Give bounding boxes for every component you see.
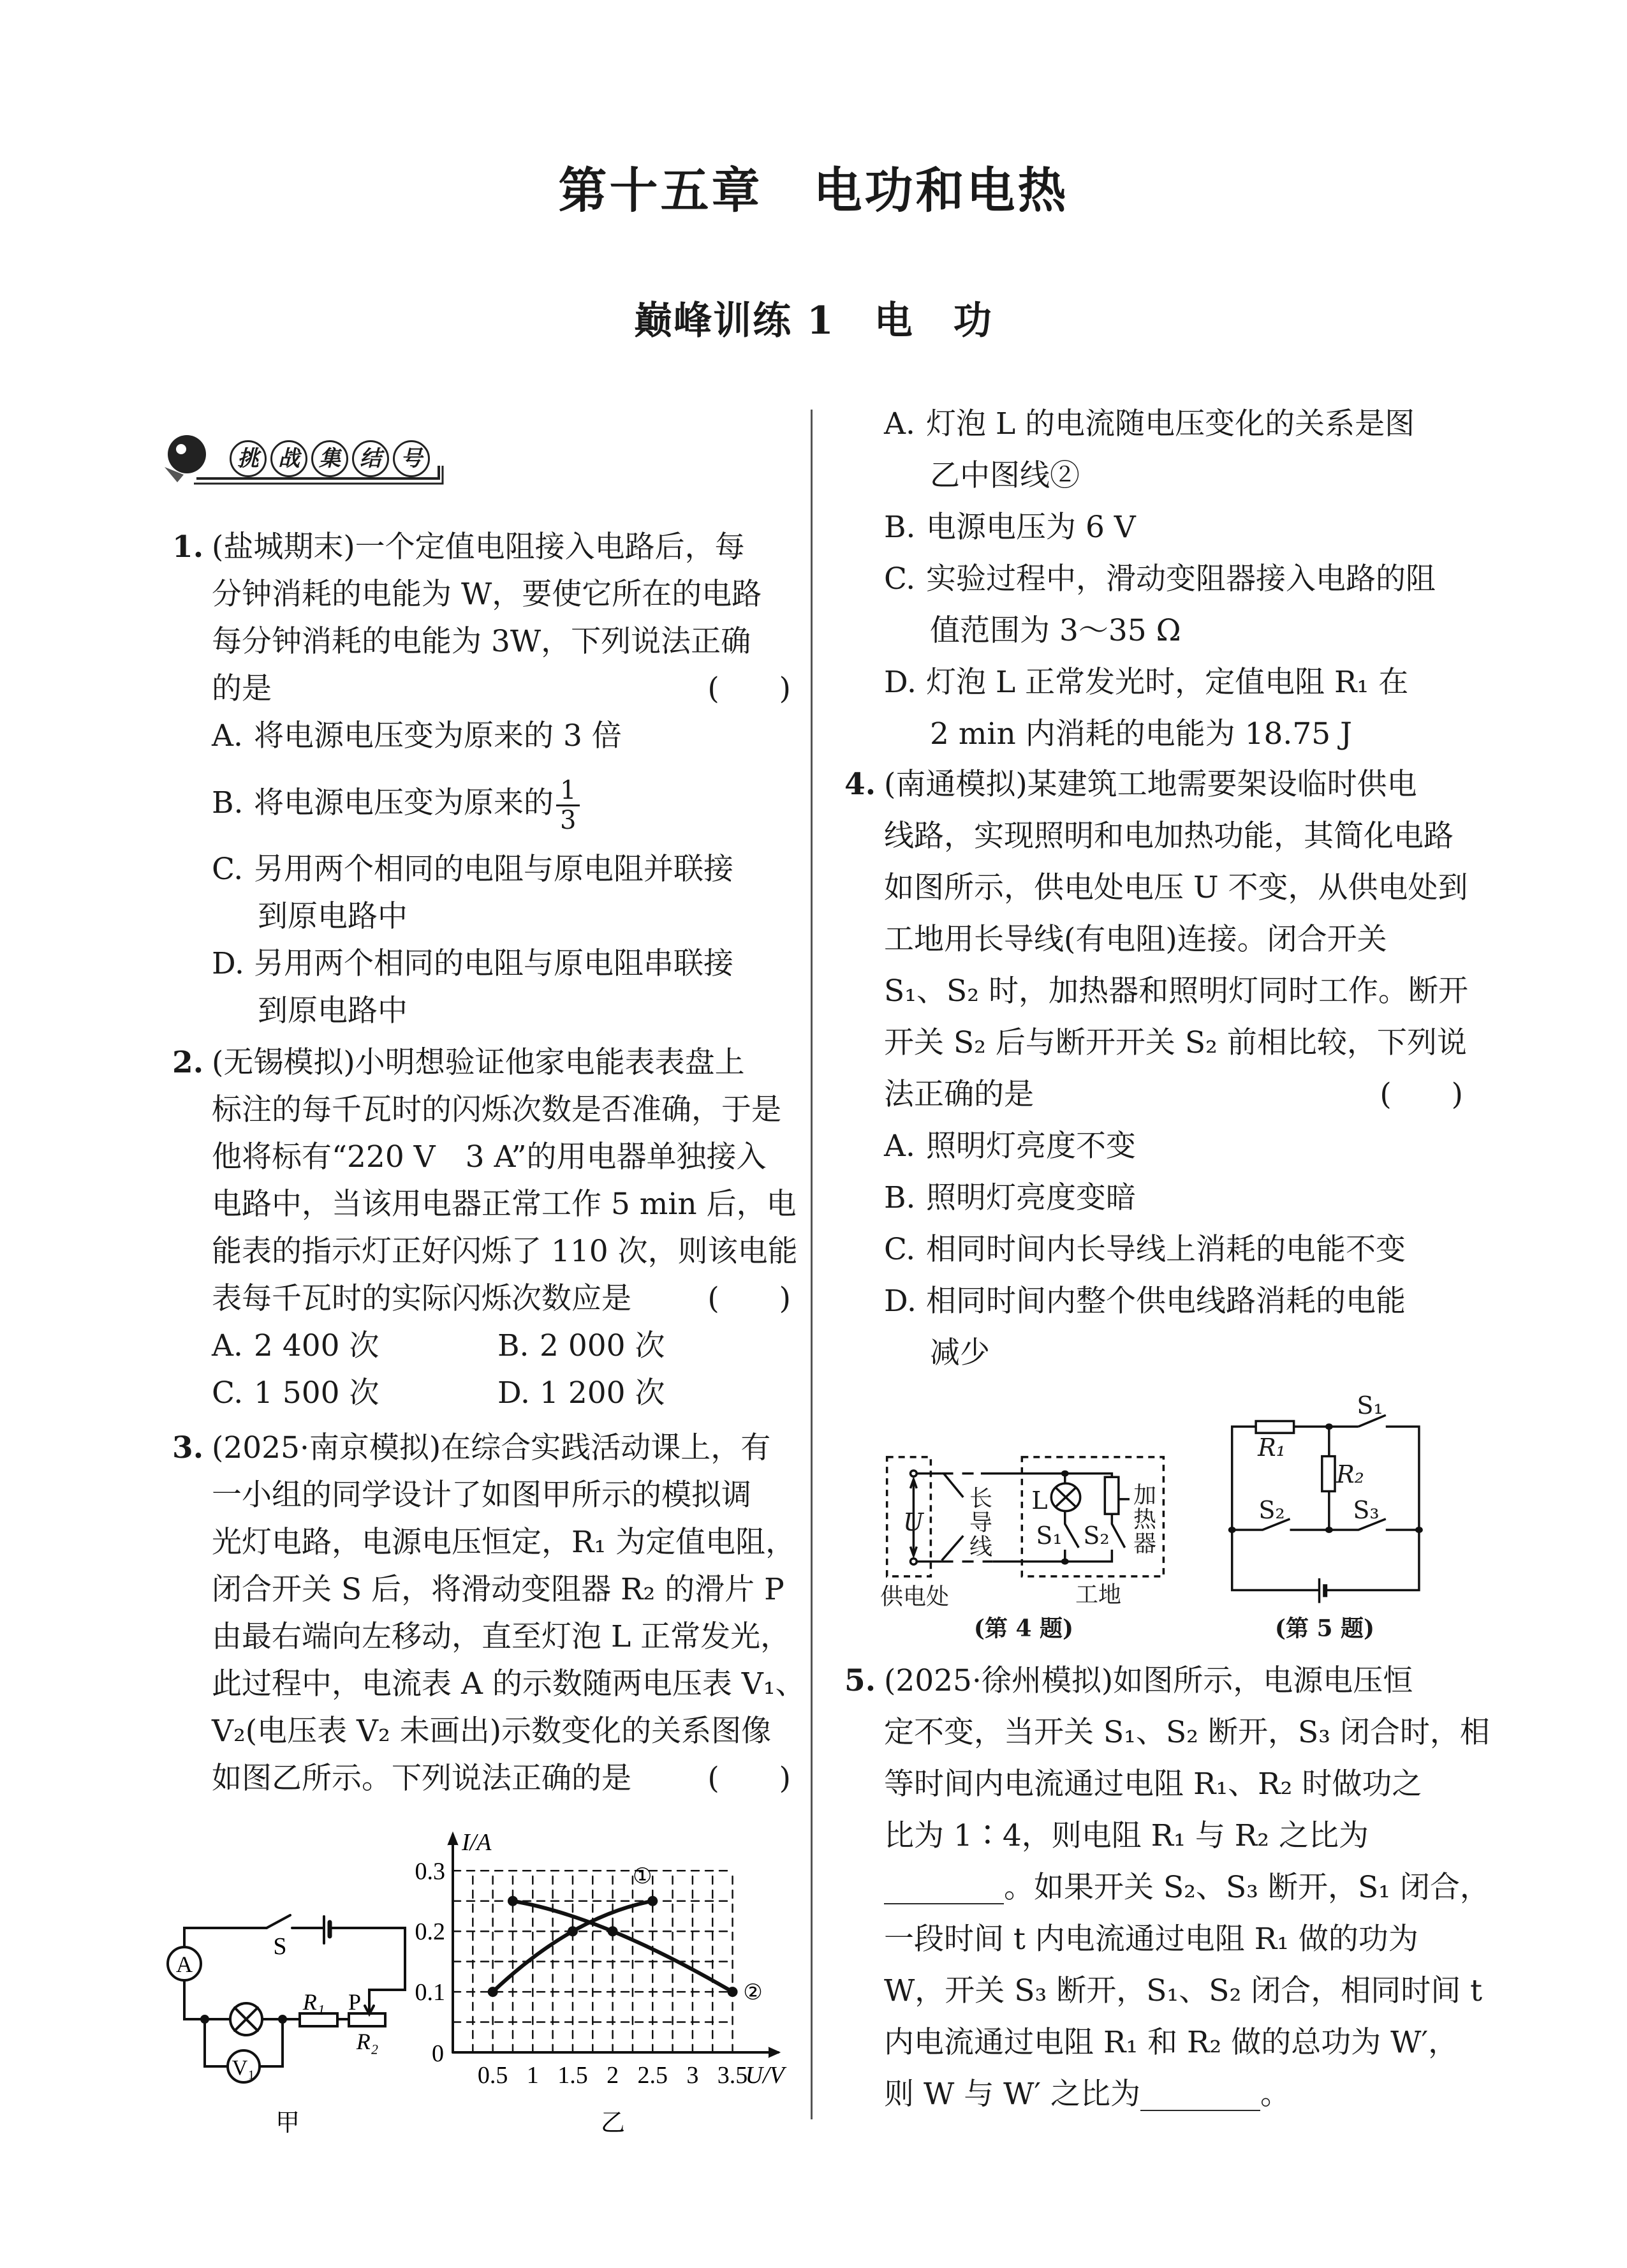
question-text: 工地用长导线(有电阻)连接。闭合开关: [884, 922, 1387, 957]
answer-bracket: ( ): [707, 1761, 791, 1796]
option-b: [172, 760, 791, 846]
option-d: [497, 1370, 753, 1417]
option-text: 将电源电压变为原来的 3 倍: [254, 718, 622, 753]
section-title: 巅峰训练 1 电 功: [634, 299, 993, 343]
label-voltmeter: V₁: [232, 2056, 256, 2080]
question-text: 每分钟消耗的电能为 3W，下列说法正确: [212, 624, 751, 659]
question-text-line: [172, 1425, 791, 1472]
question-text-line: [172, 1039, 791, 1086]
figure-q3-svg: [147, 1799, 816, 2156]
question-text-line: [844, 1069, 1463, 1120]
resistor-r2-icon: [1322, 1456, 1335, 1492]
question-text: (盐城期末)一个定值电阻接入电路后，每: [212, 530, 745, 565]
option-d: [844, 708, 1463, 760]
option-letter: A.: [884, 406, 915, 441]
option-d: [172, 988, 791, 1035]
terminal-icon: [910, 1471, 917, 1476]
question-3-options: [844, 398, 1463, 760]
answer-bracket: ( ): [1380, 1077, 1463, 1112]
question-text: (无锡模拟)小明想验证他家电能表表盘上: [212, 1045, 745, 1080]
option-d: [844, 1327, 1463, 1379]
option-letter: C.: [884, 561, 916, 597]
challenge-logo: [158, 429, 464, 490]
question-text: 一段时间 t 内电流通过电阻 R₁ 做的功为: [884, 1922, 1418, 1957]
resistor-r1-icon: [300, 2013, 337, 2026]
question-text: (南通模拟)某建筑工地需要架设临时供电: [884, 767, 1417, 802]
question-text-line: [844, 1862, 1490, 1913]
question-text: 比为 1∶4，则电阻 R₁ 与 R₂ 之比为: [884, 1818, 1369, 1853]
option-letter: D.: [884, 665, 917, 700]
question-text-line: [172, 1755, 791, 1802]
option-a: [172, 713, 791, 760]
option-text: 另用两个相同的电阻与原电阻并联接: [254, 852, 733, 887]
y-tick-label: 0.3: [415, 1858, 445, 1885]
option-text: 照明灯亮度变暗: [926, 1180, 1136, 1215]
question-text: 定不变，当开关 S₁、S₂ 断开，S₃ 闭合时，相: [884, 1715, 1490, 1750]
question-text-line: [844, 2017, 1463, 2068]
question-text-line: [172, 571, 791, 618]
question-text: 分钟消耗的电能为 W，要使它所在的电路: [212, 577, 762, 612]
question-text: 能表的指示灯正好闪烁了 110 次，则该电能: [212, 1234, 798, 1269]
question-text: (2025·徐州模拟)如图所示，电源电压恒: [884, 1663, 1413, 1698]
question-text: 标注的每千瓦时的闪烁次数是否准确，于是: [212, 1092, 781, 1127]
heater-icon: [1105, 1477, 1118, 1514]
question-text: 由最右端向左移动，直至灯泡 L 正常发光，: [212, 1619, 791, 1654]
option-b: [497, 1323, 753, 1370]
y-tick-label: 0.1: [415, 1979, 445, 2006]
option-text: 实验过程中，滑动变阻器接入电路的阻: [926, 561, 1436, 597]
fraction-numerator: 1: [556, 776, 580, 806]
question-text: 一小组的同学设计了如图甲所示的模拟调: [212, 1478, 751, 1513]
option-text: 将电源电压变为原来的: [254, 785, 554, 820]
option-letter: D.: [212, 946, 244, 981]
figures-q4-q5: [867, 1372, 1480, 1665]
logo-char: 集: [311, 440, 348, 477]
question-number: 1.: [172, 530, 204, 565]
data-point: [568, 1926, 578, 1936]
option-b: [844, 501, 1463, 553]
question-text: ________。如果开关 S₂、S₃ 断开，S₁ 闭合，: [884, 1870, 1490, 1905]
option-letter: A.: [212, 1328, 243, 1363]
label-supply: 供电处: [880, 1583, 950, 1610]
caption-jia: 甲: [275, 2110, 300, 2137]
label-slider-p: P: [348, 1989, 362, 2015]
option-letter: B.: [884, 510, 916, 545]
logo-char: 结: [352, 440, 389, 477]
caption-yi: 乙: [600, 2110, 626, 2137]
question-text-line: [844, 1965, 1483, 2017]
question-text-line: [172, 1134, 791, 1181]
option-a: [212, 1323, 497, 1370]
option-letter: C.: [212, 1375, 244, 1411]
option-c: [212, 1370, 497, 1417]
option-text: 到原电路中: [258, 993, 408, 1028]
question-text: 法正确的是: [884, 1077, 1034, 1112]
label-r1: R₁: [302, 1989, 325, 2015]
origin-label: 0: [432, 2040, 444, 2067]
question-1: [172, 524, 791, 1035]
option-a: [844, 398, 1463, 450]
option-text: 减少: [930, 1335, 990, 1370]
question-text-line: [844, 1913, 1463, 1965]
label-s2: S₂: [1258, 1496, 1285, 1524]
question-text: 等时间内电流通过电阻 R₁、R₂ 时做功之: [884, 1767, 1422, 1802]
data-point: [647, 1896, 658, 1906]
question-text: (2025·南京模拟)在综合实践活动课上，有: [212, 1430, 771, 1465]
question-text: 电路中，当该用电器正常工作 5 min 后，电: [212, 1187, 797, 1222]
option-text: 照明灯亮度不变: [926, 1129, 1136, 1164]
question-text-line: [172, 524, 791, 571]
question-text-line: [844, 914, 1463, 965]
question-text: S₁、S₂ 时，加热器和照明灯同时工作。断开: [884, 974, 1469, 1009]
question-text: 的是: [212, 671, 272, 706]
question-text: 此过程中，电流表 A 的示数随两电压表 V₁、: [212, 1666, 806, 1701]
terminal-icon: [910, 1559, 917, 1564]
fraction-denominator: 3: [560, 805, 577, 835]
option-c: [172, 846, 791, 893]
x-tick-label: 1.5: [557, 2062, 588, 2089]
fraction: [556, 776, 580, 834]
question-text-line: [172, 1228, 798, 1275]
label-site: 工地: [1075, 1582, 1122, 1608]
question-text-line: [172, 1708, 791, 1755]
label-voltage-u: U: [902, 1508, 924, 1536]
option-text: 2 min 内消耗的电能为 18.75 J: [930, 716, 1352, 752]
data-point: [728, 1987, 738, 1997]
option-d: [844, 656, 1463, 708]
label-switch-s: S: [273, 1933, 287, 1960]
option-letter: C.: [884, 1232, 916, 1267]
data-point: [508, 1896, 518, 1906]
option-text: 另用两个相同的电阻与原电阻串联接: [254, 946, 733, 981]
question-text-line: [844, 1707, 1490, 1758]
figure-q4-circuit: [887, 1457, 1164, 1576]
option-c: [844, 553, 1463, 605]
iu-graph: [415, 1829, 787, 2089]
question-text-line: [172, 1566, 791, 1613]
option-d: [844, 1275, 1463, 1327]
figures-q4-q5-svg: [867, 1372, 1480, 1665]
x-axis-arrow-icon: [769, 2047, 780, 2057]
chapter-title: 第十五章 电功和电热: [558, 162, 1069, 219]
logo-char: 挑: [230, 440, 267, 477]
option-d: [172, 940, 791, 988]
question-text: V₂(电压表 V₂ 未画出)示数变化的关系图像: [212, 1714, 772, 1749]
question-text-line: [844, 759, 1463, 810]
question-number: 4.: [844, 767, 876, 802]
question-number: 3.: [172, 1430, 204, 1465]
caption-q4: (第 4 题): [973, 1615, 1074, 1642]
resistor-r1-icon: [1256, 1421, 1294, 1433]
option-a: [844, 1120, 1463, 1172]
label-s2: S₂: [1083, 1522, 1110, 1550]
logo-char: 号: [393, 440, 430, 477]
question-text-line: [844, 1810, 1463, 1862]
question-text-line: [172, 665, 791, 713]
question-text: 内电流通过电阻 R₁ 和 R₂ 做的总功为 W′，: [884, 2025, 1459, 2060]
question-text: 则 W 与 W′ 之比为________。: [884, 2077, 1291, 2112]
question-text: 他将标有“220 V 3 A”的用电器单独接入: [212, 1139, 767, 1175]
label-ammeter: A: [176, 1952, 193, 1977]
option-letter: D.: [884, 1284, 917, 1319]
option-text: 1 200 次: [540, 1375, 665, 1411]
label-long-wire: 长导线: [966, 1486, 992, 1559]
label-heater: 加热器: [1130, 1483, 1156, 1555]
caption-q5: (第 5 题): [1274, 1615, 1375, 1642]
question-text-line: [172, 1472, 791, 1519]
series-label-1: ①: [633, 1864, 652, 1888]
figure-q3: [147, 1799, 816, 2156]
x-tick-label: 0.5: [477, 2062, 508, 2089]
option-letter: A.: [212, 718, 243, 753]
label-lamp-l: L: [1031, 1486, 1048, 1515]
question-text-line: [844, 965, 1469, 1017]
y-axis-label: I/A: [462, 1829, 492, 1856]
option-text: 灯泡 L 正常发光时，定值电阻 R₁ 在: [926, 665, 1409, 700]
option-text: 相同时间内长导线上消耗的电能不变: [926, 1232, 1406, 1267]
question-number: 5.: [844, 1663, 876, 1698]
label-s1: S₁: [1036, 1522, 1063, 1550]
question-text: 闭合开关 S 后，将滑动变阻器 R₂ 的滑片 P: [212, 1572, 784, 1607]
answer-bracket: ( ): [707, 1281, 791, 1316]
answer-bracket: ( ): [707, 671, 791, 706]
option-text: 乙中图线②: [930, 458, 1080, 493]
option-letter: D.: [497, 1375, 530, 1411]
question-text-line: [172, 618, 791, 665]
question-text: 开关 S₂ 后与断开开关 S₂ 前相比较，下列说: [884, 1025, 1467, 1060]
option-text: 2 400 次: [254, 1328, 379, 1363]
data-point: [488, 1987, 498, 1997]
option-c: [844, 1224, 1463, 1275]
label-r2: R₂: [1336, 1460, 1364, 1488]
option-text: 到原电路中: [258, 899, 408, 934]
option-letter: A.: [884, 1129, 915, 1164]
question-text: 表每千瓦时的实际闪烁次数应是: [212, 1281, 631, 1316]
option-b: [844, 1172, 1463, 1224]
question-text-line: [172, 1181, 797, 1228]
question-text-line: [844, 1017, 1467, 1069]
label-r1: R₁: [1258, 1434, 1286, 1462]
option-text: 2 000 次: [540, 1328, 665, 1363]
question-text: 如图乙所示。下列说法正确的是: [212, 1761, 631, 1796]
option-a: [844, 450, 1463, 501]
question-text-line: [172, 1661, 806, 1708]
question-2: [172, 1039, 798, 1417]
x-tick-label: 3.5: [717, 2062, 748, 2089]
option-text: 1 500 次: [254, 1375, 379, 1411]
x-tick-label: 2: [607, 2062, 619, 2089]
question-text-line: [844, 810, 1463, 862]
logo-char: 战: [270, 440, 307, 477]
label-s1: S₁: [1357, 1391, 1383, 1419]
option-text: 灯泡 L 的电流随电压变化的关系是图: [926, 406, 1415, 441]
option-letter: B.: [497, 1328, 529, 1363]
question-text: 如图所示，供电处电压 U 不变，从供电处到: [884, 870, 1468, 905]
x-tick-label: 3: [686, 2062, 699, 2089]
option-letter: B.: [212, 785, 244, 820]
question-text-line: [844, 862, 1468, 914]
question-4: [844, 759, 1469, 1379]
option-letter: C.: [212, 852, 244, 887]
question-text: 线路，实现照明和电加热功能，其简化电路: [884, 819, 1454, 854]
option-c: [844, 605, 1463, 656]
y-tick-label: 0.2: [415, 1918, 445, 1946]
option-c: [172, 893, 791, 940]
x-tick-label: 2.5: [637, 2062, 668, 2089]
x-tick-label: 1: [526, 2062, 539, 2089]
question-text-line: [172, 1613, 791, 1661]
question-text-line: [844, 1758, 1463, 1810]
rheostat-r2-icon: [349, 2013, 385, 2026]
option-text: 值范围为 3～35 Ω: [930, 613, 1181, 648]
question-text-line: [172, 1275, 791, 1323]
question-3: [172, 1425, 806, 1802]
switch-s-icon: [267, 1915, 290, 1928]
question-text: W，开关 S₃ 断开，S₁、S₂ 闭合，相同时间 t: [884, 1973, 1483, 2008]
data-point: [608, 1926, 618, 1936]
label-s3: S₃: [1353, 1496, 1380, 1524]
question-5: [844, 1655, 1490, 2120]
question-text-line: [172, 1086, 791, 1134]
option-text: 相同时间内整个供电线路消耗的电能: [926, 1284, 1406, 1319]
option-text: 电源电压为 6 V: [926, 510, 1136, 545]
options-grid: [172, 1323, 791, 1417]
question-number: 2.: [172, 1045, 204, 1080]
x-axis-label: U/V: [745, 2062, 784, 2089]
question-text: 光灯电路，电源电压恒定，R₁ 为定值电阻，: [212, 1525, 796, 1560]
series-label-2: ②: [743, 1981, 763, 2005]
option-letter: B.: [884, 1180, 916, 1215]
y-axis-arrow-icon: [448, 1832, 458, 1845]
question-text-line: [172, 1519, 796, 1566]
label-r2: R₂: [356, 2029, 379, 2054]
question-text-line: [844, 2068, 1463, 2120]
